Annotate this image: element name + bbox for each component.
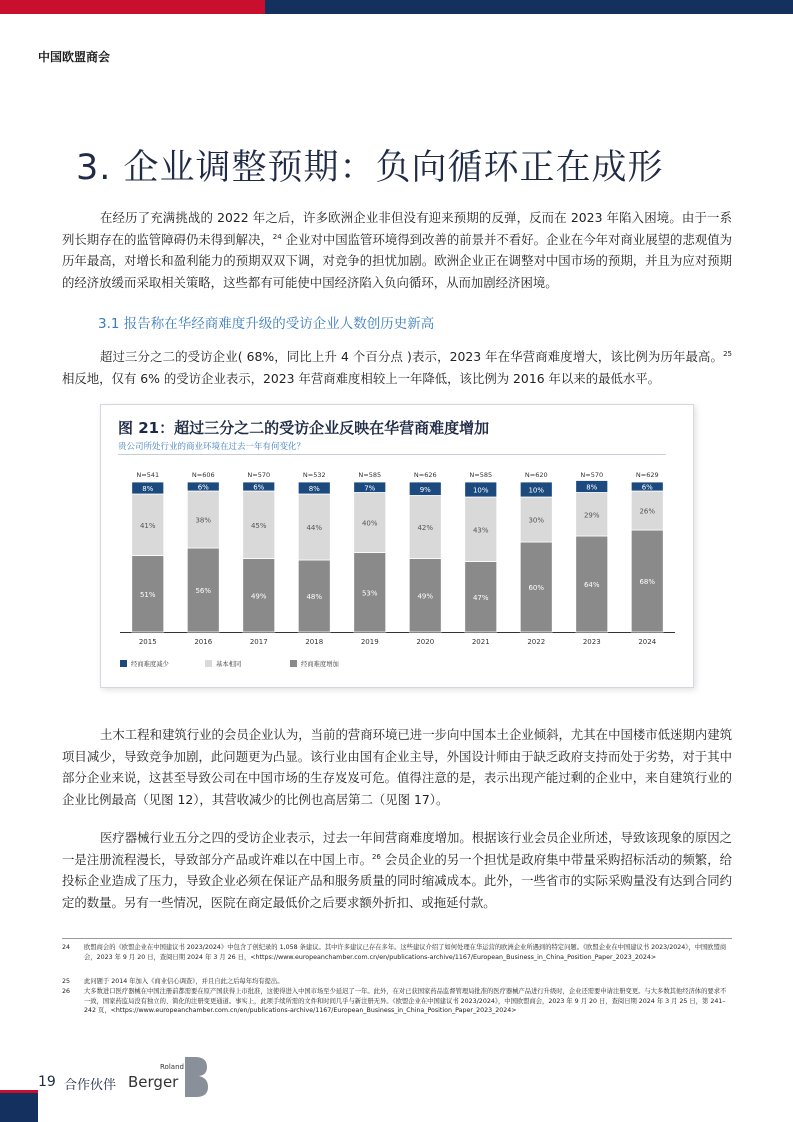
partner-label: 合作伙伴	[64, 1078, 117, 1093]
footer-blue-block	[0, 1093, 38, 1122]
x-tick-label: 2015	[138, 638, 157, 646]
figure-rule	[118, 454, 666, 455]
sample-size-label: N=620	[524, 471, 548, 479]
x-tick-label: 2017	[249, 638, 268, 646]
bar-value-label: 6%	[197, 483, 209, 492]
org-name: 中国欧盟商会	[38, 50, 111, 64]
sample-size-label: N=585	[358, 471, 382, 479]
sample-size-label: N=570	[580, 471, 604, 479]
bar-value-label: 45%	[250, 521, 267, 530]
bar-value-label: 10%	[528, 486, 545, 495]
bar-value-label: 29%	[583, 511, 600, 520]
legend-label: 基本相同	[216, 661, 242, 668]
sample-size-label: N=532	[302, 471, 326, 479]
paragraph-3: 土木工程和建筑行业的会员企业认为，当前的营商环境已进一步向中国本土企业倾斜，尤其在中国楼市低迷期内建筑项目减少，导致竞争加剧，此问题更为凸显。该行业由国有企业主导，外国设计师由于缺乏政府支持而处于劣势，对于其中部分企业来说，这甚至导致公司在中国市场的生存岌岌可危。值得注意的是，表示出现产能过剩的企业中，来自建筑行业的企业比例最高（见图 12），其营收减少的比例也高居第二（见图 17）。	[62, 727, 732, 807]
bar-value-label: 8%	[308, 485, 320, 493]
sample-size-label: N=541	[136, 471, 160, 479]
bar-value-label: 26%	[639, 507, 656, 516]
bar-value-label: 64%	[583, 581, 600, 589]
intro-paragraph: 在经历了充满挑战的 2022 年之后，许多欧洲企业非但没有迎来预期的反弹，反而在 2023 年陷入困境。由于一系列长期存在的监管障碍仍未得到解决，$^{24}$ 企业对中国监管环境得到改善的前景并不看好。企业在今年对商业展望的悲观值为历年最高，对增长和盈利能力的预期双双下调，对竞争的担忧加剧。欧洲企业正在调整对中国市场的预期，并且为应对预期的经济放缓而采取相关策略，这些都有可能使中国经济陷入负向循环，从而加剧经济困境。	[62, 210, 732, 290]
bar-value-label: 7%	[364, 484, 376, 493]
footnote-ref-25[interactable]: 25	[723, 349, 732, 358]
figure-subtitle: 贵公司所处行业的商业环境在过去一年有何变化？	[118, 442, 306, 452]
x-tick-label: 2021	[471, 638, 490, 646]
bar-value-label: 42%	[417, 524, 434, 532]
legend-swatch	[120, 660, 127, 667]
paragraph-2: 超过三分之二的受访企业( 68%，同比上升 4 个百分点 )表示，2023 年在华营商难度增大，该比例为历年最高。$^{25}$相反地，仅有 6% 的受访企业表示，2023 年营商难度相较上一年降低，该比例为 2016 年以来的最低水平。	[62, 349, 732, 386]
header-red-bar	[0, 0, 265, 14]
bar-value-label: 49%	[417, 592, 434, 601]
bar-value-label: 40%	[361, 519, 378, 528]
bar-value-label: 49%	[250, 592, 267, 601]
sample-size-label: N=629	[635, 471, 659, 479]
x-tick-label: 2023	[582, 638, 601, 646]
x-tick-label: 2019	[360, 638, 379, 646]
footnote-ref-24[interactable]: 24	[272, 232, 282, 241]
bar-value-label: 30%	[528, 516, 545, 525]
bar-value-label: 47%	[472, 593, 489, 602]
bar-value-label: 6%	[253, 483, 265, 492]
bar-value-label: 38%	[195, 516, 212, 525]
bar-value-label: 48%	[306, 593, 323, 601]
bar-value-label: 9%	[419, 485, 431, 494]
footnote-ref-26[interactable]: 26	[371, 852, 381, 861]
header-blue-bar	[265, 0, 793, 14]
footnote-divider	[62, 938, 732, 939]
legend-label: 经商难度减少	[131, 661, 169, 668]
x-tick-label: 2020	[416, 638, 435, 646]
sample-size-label: N=570	[247, 471, 271, 479]
bar-value-label: 60%	[528, 584, 545, 592]
sample-size-label: N=626	[413, 471, 437, 479]
legend-label: 经商难度增加	[301, 661, 339, 668]
legend-swatch	[205, 660, 212, 667]
page-number: 19	[38, 1074, 56, 1090]
x-tick-label: 2018	[305, 638, 324, 646]
bar-value-label: 8%	[142, 485, 154, 493]
x-tick-label: 2022	[527, 638, 546, 646]
paragraph-4: 医疗器械行业五分之四的受访企业表示，过去一年间营商难度增加。根据该行业会员企业所述，导致该现象的原因之一是注册流程漫长，导致部分产品或许难以在中国上市。$^{26}$ 会员企业的另一个担忧是政府集中带量采购招标活动的频繁，给投标企业造成了压力，导致企业必须在保证产品和服务质量的同时缩减成本。此外，一些省市的实际采购量没有达到合同约定的数量。另有一些情况，医院在商定最低价之后要求额外折扣、或拖延付款。	[62, 830, 732, 910]
sample-size-label: N=585	[469, 471, 493, 479]
logo-berger-text: Berger	[128, 1073, 179, 1091]
footnote-24: 24 欧盟商会的《欧盟企业在中国建议书 2023/2024》中包含了创纪录的 1,058 条建议。其中许多建议已存在多年。这些建议介绍了如何处理在华运营的欧洲企业所遇到的特定问题。《欧盟企业在中国建议书 2023/2024》，中国欧盟商会，2023 年 9 月 20 日，查阅日期 2024 年 3 月 26 日，<https://www.europeanchamber.com.cn/en/publications-archive/1167/European_Business_in_China_Position_Paper_2023_2024>	[62, 944, 727, 961]
roland-berger-logo-icon	[183, 1055, 209, 1099]
bar-value-label: 51%	[139, 590, 156, 599]
bar-value-label: 44%	[306, 524, 323, 532]
subsection-title: 3.1 报告称在华经商难度升级的受访企业人数创历史新高	[98, 316, 435, 332]
bar-value-label: 10%	[472, 486, 489, 495]
bar-value-label: 56%	[195, 587, 212, 595]
stacked-bar-chart	[110, 462, 680, 682]
sample-size-label: N=606	[191, 471, 215, 479]
section-title: 3. 企业调整预期：负向循环正在成形	[76, 148, 664, 188]
footnote-25: 25 此问题于 2014 年加入《商业信心调查》，并且自此之后每年均有提出。	[62, 978, 284, 985]
x-tick-label: 2024	[638, 638, 657, 646]
x-tick-label: 2016	[194, 638, 213, 646]
figure-title: 图 21：超过三分之二的受访企业反映在华营商难度增加	[118, 419, 490, 437]
bar-value-label: 6%	[641, 483, 653, 492]
footnote-26: 26 大多数进口医疗器械在中国注册前都需要在原产国获得上市批准，这使得进入中国市场至少延迟了一年。此外，在对已获国家药品监督管理局批准的医疗器械产品进行升级时，企业还需要申请注册变更。与大多数其他经济体的要求不一致，国家药监局没有独立的、简化的注册变更通道。事实上，此项手续所需的文件和时间几乎与新注册无异。《欧盟企业在中国建议书 2023/2024》，中国欧盟商会，2023 年 9 月 20 日，查阅日期 2024 年 3 月 25 日，第 241–242 页，<https://www.europeanchamber.com.cn/en/publications-archive/1167/European_Business_in_China_Position_Paper_2023_2024>	[62, 988, 727, 1014]
logo-roland-text: Roland	[160, 1063, 184, 1071]
bar-value-label: 53%	[361, 589, 378, 598]
bar-value-label: 41%	[139, 521, 156, 530]
bar-value-label: 68%	[639, 578, 656, 586]
legend-swatch	[290, 660, 297, 667]
bar-value-label: 43%	[472, 526, 489, 535]
bar-value-label: 8%	[586, 483, 598, 492]
